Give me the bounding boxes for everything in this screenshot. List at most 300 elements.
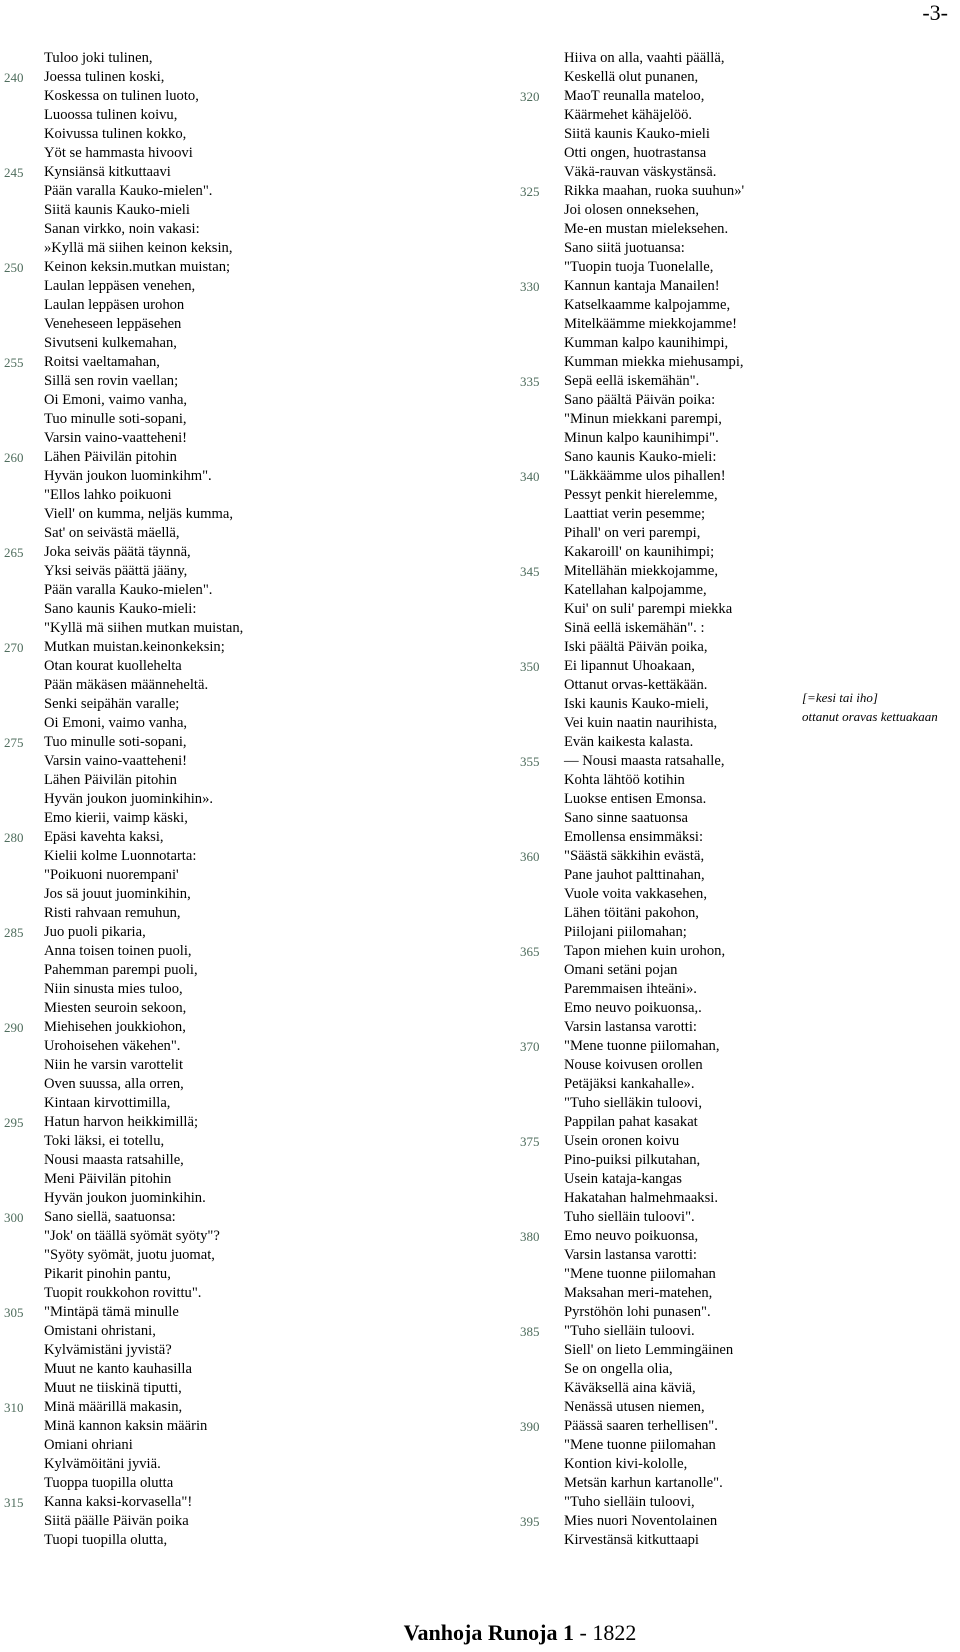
poem-line	[0, 1398, 430, 1417]
line-text: Yöt se hammasta hivoovi	[44, 145, 193, 161]
line-text: Usein oronen koivu	[564, 1133, 680, 1149]
line-text: Usein kataja-kangas	[564, 1171, 682, 1187]
poem-line	[0, 847, 430, 866]
poem-line	[0, 657, 430, 676]
line-text: Miesten seuroin sekoon,	[44, 1000, 187, 1016]
poem-line	[0, 258, 430, 277]
line-text: Väkä-rauvan väskystänsä.	[564, 164, 717, 180]
poem-line	[0, 1246, 430, 1265]
poem-line	[520, 258, 800, 277]
line-text: Se on ongella olia,	[564, 1361, 673, 1377]
line-text: MaoT reunalla mateloo,	[564, 88, 705, 104]
line-text: Kynsiänsä kitkuttaavi	[44, 164, 171, 180]
line-text: Tuopit roukkohon rovittu".	[44, 1285, 202, 1301]
line-text: Varsin vaino-vaatteheni!	[44, 430, 188, 446]
line-text: Risti rahvaan remuhun,	[44, 905, 181, 921]
poem-line	[520, 353, 800, 372]
line-text: Metsän karhun kartanolle".	[564, 1475, 723, 1491]
poem-line	[0, 904, 430, 923]
poem-line	[520, 676, 800, 695]
poem-line	[0, 353, 430, 372]
poem-line	[520, 239, 800, 258]
line-text: Senki seipähän varalle;	[44, 696, 180, 712]
line-text: Kumman kalpo kaunihimpi,	[564, 335, 729, 351]
line-text: Hiiva on alla, vaahti päällä,	[564, 50, 725, 66]
line-number: 255	[4, 355, 24, 370]
line-text: Sillä sen rovin vaellan;	[44, 373, 179, 389]
line-text: "Ellos lahko poikuoni	[44, 487, 172, 503]
line-number: 305	[4, 1305, 24, 1320]
line-text: Koivussa tulinen kokko,	[44, 126, 187, 142]
poem-line	[0, 999, 430, 1018]
line-number: 380	[520, 1229, 540, 1244]
line-number: 325	[520, 184, 540, 199]
line-text: Sanan virkko, noin vakasi:	[44, 221, 200, 237]
line-text: Sano sinne saatuonsa	[564, 810, 689, 826]
line-text: Kohta lähtöö kotihin	[564, 772, 685, 788]
poem-line	[520, 163, 800, 182]
poem-line	[520, 1056, 800, 1075]
poem-column-left	[0, 49, 430, 1550]
line-text: "Mene tuonne piilomahan	[564, 1437, 716, 1453]
line-text: Miehisehen joukkiohon,	[44, 1019, 186, 1035]
line-text: Mitelkäämme miekkojamme!	[564, 316, 738, 332]
poem-line	[520, 942, 800, 961]
poem-line	[0, 733, 430, 752]
poem-line	[520, 657, 800, 676]
poem-line	[0, 1170, 430, 1189]
line-text: Päässä saaren terhellisen".	[564, 1418, 718, 1434]
poem-line	[520, 562, 800, 581]
line-text: "Mene tuonne piilomahan,	[564, 1038, 720, 1054]
line-number: 275	[4, 735, 24, 750]
line-text: Viell' on kumma, neljäs kumma,	[44, 506, 234, 522]
poem-line	[0, 581, 430, 600]
line-text: "Tuho sielläin tuloovi.	[564, 1323, 695, 1339]
line-text: Pään varalla Kauko-mielen".	[44, 183, 213, 199]
line-text: Tuopi tuopilla olutta,	[44, 1532, 168, 1548]
line-number: 375	[520, 1134, 540, 1149]
line-text: Katellahan kalpojamme,	[564, 582, 707, 598]
line-text: Emo kierii, vaimp käski,	[44, 810, 188, 826]
line-text: Sivutseni kulkemahan,	[44, 335, 177, 351]
line-text: Kui' on suli' parempi miekka	[564, 601, 733, 617]
line-number: 370	[520, 1039, 540, 1054]
line-number: 240	[4, 70, 24, 85]
poem-line	[0, 1094, 430, 1113]
line-text: "Tuho sielläkin tuloovi,	[564, 1095, 702, 1111]
line-text: Katselkaamme kalpojamme,	[564, 297, 731, 313]
poem-line	[520, 809, 800, 828]
poem-line	[520, 1455, 800, 1474]
poem-line	[0, 1037, 430, 1056]
poem-line	[520, 1474, 800, 1493]
poem-line	[0, 961, 430, 980]
poem-line	[520, 429, 800, 448]
line-text: Juo puoli pikaria,	[44, 924, 146, 940]
line-text: "Jok' on täällä syömät syöty"?	[44, 1228, 220, 1244]
poem-line	[0, 467, 430, 486]
poem-line	[520, 1246, 800, 1265]
poem-line	[0, 600, 430, 619]
poem-line	[0, 1189, 430, 1208]
poem-line	[520, 1322, 800, 1341]
line-text: Minun kalpo kaunihimpi".	[564, 430, 719, 446]
poem-line	[520, 1132, 800, 1151]
poem-line	[0, 106, 430, 125]
line-text: Minä määrillä makasin,	[44, 1399, 183, 1415]
poem-line	[520, 1018, 800, 1037]
poem-line	[520, 1189, 800, 1208]
line-text: "Säästä säkkihin evästä,	[564, 848, 705, 864]
line-text: Luoossa tulinen koivu,	[44, 107, 178, 123]
line-number: 350	[520, 659, 540, 674]
poem-line	[0, 1151, 430, 1170]
poem-line	[0, 1227, 430, 1246]
line-text: Siell' on lieto Lemmingäinen	[564, 1342, 734, 1358]
line-number: 290	[4, 1020, 24, 1035]
line-text: Laattiat verin pesemme;	[564, 506, 706, 522]
poem-line	[520, 1037, 800, 1056]
line-text: Koskessa on tulinen luoto,	[44, 88, 199, 104]
line-text: Maksahan meri-matehen,	[564, 1285, 713, 1301]
line-text: Epäsi kavehta kaksi,	[44, 829, 164, 845]
line-text: Ei lipannut Uhoakaan,	[564, 658, 695, 674]
poem-line	[0, 790, 430, 809]
line-text: Kannun kantaja Manailen!	[564, 278, 720, 294]
line-text: Mitellähän miekkojamme,	[564, 563, 719, 579]
poem-line	[0, 1056, 430, 1075]
line-text: Varsin lastansa varotti:	[564, 1019, 697, 1035]
poem-column-right	[520, 49, 800, 1550]
poem-line	[0, 201, 430, 220]
line-number: 390	[520, 1419, 540, 1434]
poem-line	[520, 1094, 800, 1113]
page-number: -3-	[922, 0, 948, 25]
poem-line	[520, 1341, 800, 1360]
line-text: "Tuho sielläin tuloovi,	[564, 1494, 695, 1510]
line-text: Oven suussa, alla orren,	[44, 1076, 184, 1092]
line-text: Petäjäksi kankahalle».	[564, 1076, 695, 1092]
poem-line	[520, 961, 800, 980]
line-number: 295	[4, 1115, 24, 1130]
poem-line	[520, 1379, 800, 1398]
poem-line	[520, 600, 800, 619]
poem-line	[0, 87, 430, 106]
line-text: Kylvämöitäni jyviä.	[44, 1456, 161, 1472]
line-text: Kylvämistäni jyvistä?	[44, 1342, 172, 1358]
line-text: Sano kaunis Kauko-mieli:	[564, 449, 717, 465]
line-text: Joi olosen onneksehen,	[564, 202, 699, 218]
line-text: Lähen töitäni pakohon,	[564, 905, 699, 921]
poem-line	[0, 1512, 430, 1531]
poem-line	[520, 733, 800, 752]
line-text: Siitä kaunis Kauko-mieli	[564, 126, 710, 142]
line-text: Mies nuori Noventolainen	[564, 1513, 718, 1529]
line-text: Muut ne tiiskinä tiputti,	[44, 1380, 182, 1396]
poem-line	[0, 1284, 430, 1303]
line-text: Käväksellä aina käviä,	[564, 1380, 696, 1396]
poem-line	[0, 1113, 430, 1132]
poem-line	[520, 999, 800, 1018]
poem-line	[0, 676, 430, 695]
line-text: Keinon keksin.mutkan muistan;	[44, 259, 231, 275]
line-text: Pikarit pinohin pantu,	[44, 1266, 171, 1282]
line-text: Oi Emoni, vaimo vanha,	[44, 715, 188, 731]
line-text: Laulan leppäsen urohon	[44, 297, 185, 313]
poem-line	[0, 1132, 430, 1151]
line-number: 330	[520, 279, 540, 294]
line-number: 345	[520, 564, 540, 579]
line-text: Pään mäkäsen määnneheltä.	[44, 677, 209, 693]
line-number: 310	[4, 1400, 24, 1415]
poem-line	[0, 543, 430, 562]
poem-line	[520, 1417, 800, 1436]
line-text: Niin sinusta mies tuloo,	[44, 981, 183, 997]
poem-line	[520, 87, 800, 106]
poem-line	[520, 885, 800, 904]
line-text: "Syöty syömät, juotu juomat,	[44, 1247, 215, 1263]
line-number: 265	[4, 545, 24, 560]
poem-line	[520, 581, 800, 600]
line-text: Sano päältä Päivän poika:	[564, 392, 716, 408]
poem-line	[520, 125, 800, 144]
line-text: Kakaroill' on kaunihimpi;	[564, 544, 715, 560]
footer	[0, 1620, 960, 1646]
poem-line	[520, 68, 800, 87]
poem-line	[0, 714, 430, 733]
poem-line	[520, 1512, 800, 1531]
line-text: Lähen Päivilän pitohin	[44, 772, 177, 788]
poem-line	[0, 49, 430, 68]
line-text: Emo neuvo poikuonsa,.	[564, 1000, 702, 1016]
line-text: Pino-puiksi pilkutahan,	[564, 1152, 701, 1168]
poem-line	[520, 334, 800, 353]
line-text: Keskellä olut punanen,	[564, 69, 699, 85]
poem-line	[520, 524, 800, 543]
line-text: Sepä eellä iskemähän".	[564, 373, 700, 389]
line-text: Luokse entisen Emonsa.	[564, 791, 707, 807]
poem-line	[0, 163, 430, 182]
line-text: Evän kaikesta kalasta.	[564, 734, 694, 750]
footer-title: Vanhoja Runoja 1	[403, 1620, 575, 1645]
line-text: Otti ongen, huotrastansa	[564, 145, 707, 161]
poem-line	[0, 828, 430, 847]
line-text: Nousi maasta ratsahille,	[44, 1152, 184, 1168]
footer-separator: -	[574, 1620, 593, 1645]
poem-line	[520, 980, 800, 999]
poem-line	[0, 182, 430, 201]
poem-line	[0, 1474, 430, 1493]
line-text: — Nousi maasta ratsahalle,	[564, 753, 725, 769]
poem-line	[520, 847, 800, 866]
poem-line	[0, 1379, 430, 1398]
poem-line	[0, 486, 430, 505]
line-text: Lähen Päivilän pitohin	[44, 449, 177, 465]
line-text: Oi Emoni, vaimo vanha,	[44, 392, 188, 408]
poem-line	[520, 543, 800, 562]
line-text: Kirvestänsä kitkuttaapi	[564, 1532, 699, 1548]
line-text: "Kyllä mä siihen mutkan muistan,	[44, 620, 244, 636]
line-text: "Mene tuonne piilomahan	[564, 1266, 716, 1282]
line-text: Kintaan kirvottimilla,	[44, 1095, 171, 1111]
poem-line	[0, 1341, 430, 1360]
poem-line	[520, 315, 800, 334]
poem-line	[520, 106, 800, 125]
line-text: Siitä päälle Päivän poika	[44, 1513, 189, 1529]
poem-line	[0, 505, 430, 524]
poem-line	[0, 68, 430, 87]
line-text: Vuole voita vakkasehen,	[564, 886, 707, 902]
line-text: Pihall' on veri parempi,	[564, 525, 701, 541]
poem-line	[520, 638, 800, 657]
poem-line	[0, 296, 430, 315]
line-text: Kumman miekka miehusampi,	[564, 354, 744, 370]
poem-line	[0, 429, 430, 448]
line-text: Sano siellä, saatuonsa:	[44, 1209, 176, 1225]
line-number: 245	[4, 165, 24, 180]
line-text: Tuloo joki tulinen,	[44, 50, 153, 66]
poem-line	[0, 809, 430, 828]
poem-line	[0, 1531, 430, 1550]
line-text: Pyrstöhön lohi punasen".	[564, 1304, 711, 1320]
line-number: 315	[4, 1495, 24, 1510]
line-text: Pahemman parempi puoli,	[44, 962, 198, 978]
line-text: Tapon miehen kuin urohon,	[564, 943, 726, 959]
poem-line	[520, 1303, 800, 1322]
line-text: Pessyt penkit hierelemme,	[564, 487, 718, 503]
poem-line	[0, 1360, 430, 1379]
poem-line	[520, 695, 800, 714]
line-number: 340	[520, 469, 540, 484]
poem-line	[520, 619, 800, 638]
line-text: Minä kannon kaksin määrin	[44, 1418, 208, 1434]
line-text: Hyvän joukon juominkihin.	[44, 1190, 206, 1206]
poem-line	[520, 1265, 800, 1284]
line-text: Ottanut orvas-kettäkään.	[564, 677, 708, 693]
line-text: "Poikuoni nuorempani'	[44, 867, 179, 883]
line-text: Emollensa ensimmäksi:	[564, 829, 704, 845]
poem-line	[520, 1284, 800, 1303]
poem-line	[0, 1075, 430, 1094]
poem-line	[520, 486, 800, 505]
line-text: Laulan leppäsen venehen,	[44, 278, 196, 294]
line-number: 355	[520, 754, 540, 769]
line-text: Paremmaisen ihteäni».	[564, 981, 697, 997]
poem-line	[520, 448, 800, 467]
poem-line	[0, 1493, 430, 1512]
line-text: Roitsi vaeltamahan,	[44, 354, 160, 370]
line-text: "Tuopin tuoja Tuonelalle,	[564, 259, 714, 275]
poem-line	[0, 885, 430, 904]
line-number: 250	[4, 260, 24, 275]
poem-line	[520, 220, 800, 239]
footer-year: 1822	[592, 1620, 637, 1645]
line-text: Käärmehet kähäjelöö.	[564, 107, 693, 123]
poem-line	[0, 980, 430, 999]
poem-line	[520, 923, 800, 942]
line-text: »Kyllä mä siihen keinon keksin,	[44, 240, 233, 256]
poem-line	[520, 1493, 800, 1512]
line-text: Siitä kaunis Kauko-mieli	[44, 202, 190, 218]
poem-line	[520, 296, 800, 315]
line-text: "Läkkäämme ulos pihallen!	[564, 468, 726, 484]
poem-line	[0, 562, 430, 581]
line-text: Anna toisen toinen puoli,	[44, 943, 192, 959]
poem-line	[520, 866, 800, 885]
poem-line	[520, 1208, 800, 1227]
poem-line	[0, 391, 430, 410]
poem-line	[0, 1208, 430, 1227]
line-text: Iski päältä Päivän poika,	[564, 639, 708, 655]
line-text: Nouse koivusen orollen	[564, 1057, 703, 1073]
poem-line	[520, 49, 800, 68]
poem-line	[0, 1322, 430, 1341]
line-text: Vei kuin naatin naurihista,	[564, 715, 718, 731]
poem-line	[520, 391, 800, 410]
poem-line	[0, 1455, 430, 1474]
poem-line	[520, 790, 800, 809]
line-number: 270	[4, 640, 24, 655]
poem-line	[520, 1075, 800, 1094]
line-text: Meni Päivilän pitohin	[44, 1171, 172, 1187]
poem-line	[0, 524, 430, 543]
line-text: Varsin vaino-vaatteheni!	[44, 753, 188, 769]
line-text: Piilojani piilomahan;	[564, 924, 687, 940]
poem-line	[520, 771, 800, 790]
poem-line	[0, 695, 430, 714]
poem-line	[520, 1531, 800, 1550]
line-text: Tuo minulle soti-sopani,	[44, 734, 187, 750]
line-text: Pane jauhot palttinahan,	[564, 867, 705, 883]
poem-line	[520, 904, 800, 923]
line-text: Iski kaunis Kauko-mieli,	[564, 696, 709, 712]
poem-line	[520, 277, 800, 296]
line-number: 360	[520, 849, 540, 864]
poem-line	[0, 372, 430, 391]
line-number: 280	[4, 830, 24, 845]
poem-line	[0, 315, 430, 334]
poem-line	[520, 1151, 800, 1170]
line-text: Me-en mustan mieleksehen.	[564, 221, 729, 237]
poem-line	[0, 752, 430, 771]
line-text: Nenässä utusen niemen,	[564, 1399, 705, 1415]
line-text: Tuoppa tuopilla olutta	[44, 1475, 174, 1491]
poem-line	[520, 1170, 800, 1189]
line-text: Omani setäni pojan	[564, 962, 678, 978]
poem-line	[0, 448, 430, 467]
poem-line	[520, 714, 800, 733]
margin-note-1: [=kesi tai iho]	[802, 690, 878, 705]
poem-line	[0, 220, 430, 239]
line-text: Pään varalla Kauko-mielen".	[44, 582, 213, 598]
line-number: 335	[520, 374, 540, 389]
line-text: Sinä eellä iskemähän". :	[564, 620, 705, 636]
line-text: Kontion kivi-kololle,	[564, 1456, 688, 1472]
poem-line	[0, 1265, 430, 1284]
line-text: Sat' on seivästä mäellä,	[44, 525, 180, 541]
poem-line	[520, 201, 800, 220]
poem-line	[520, 1113, 800, 1132]
line-number: 300	[4, 1210, 24, 1225]
poem-line	[520, 505, 800, 524]
poem-line	[0, 638, 430, 657]
poem-line	[520, 1436, 800, 1455]
line-number: 285	[4, 925, 24, 940]
line-text: Tuho sielläin tuloovi".	[564, 1209, 695, 1225]
line-text: Pappilan pahat kasakat	[564, 1114, 698, 1130]
poem-line	[0, 619, 430, 638]
